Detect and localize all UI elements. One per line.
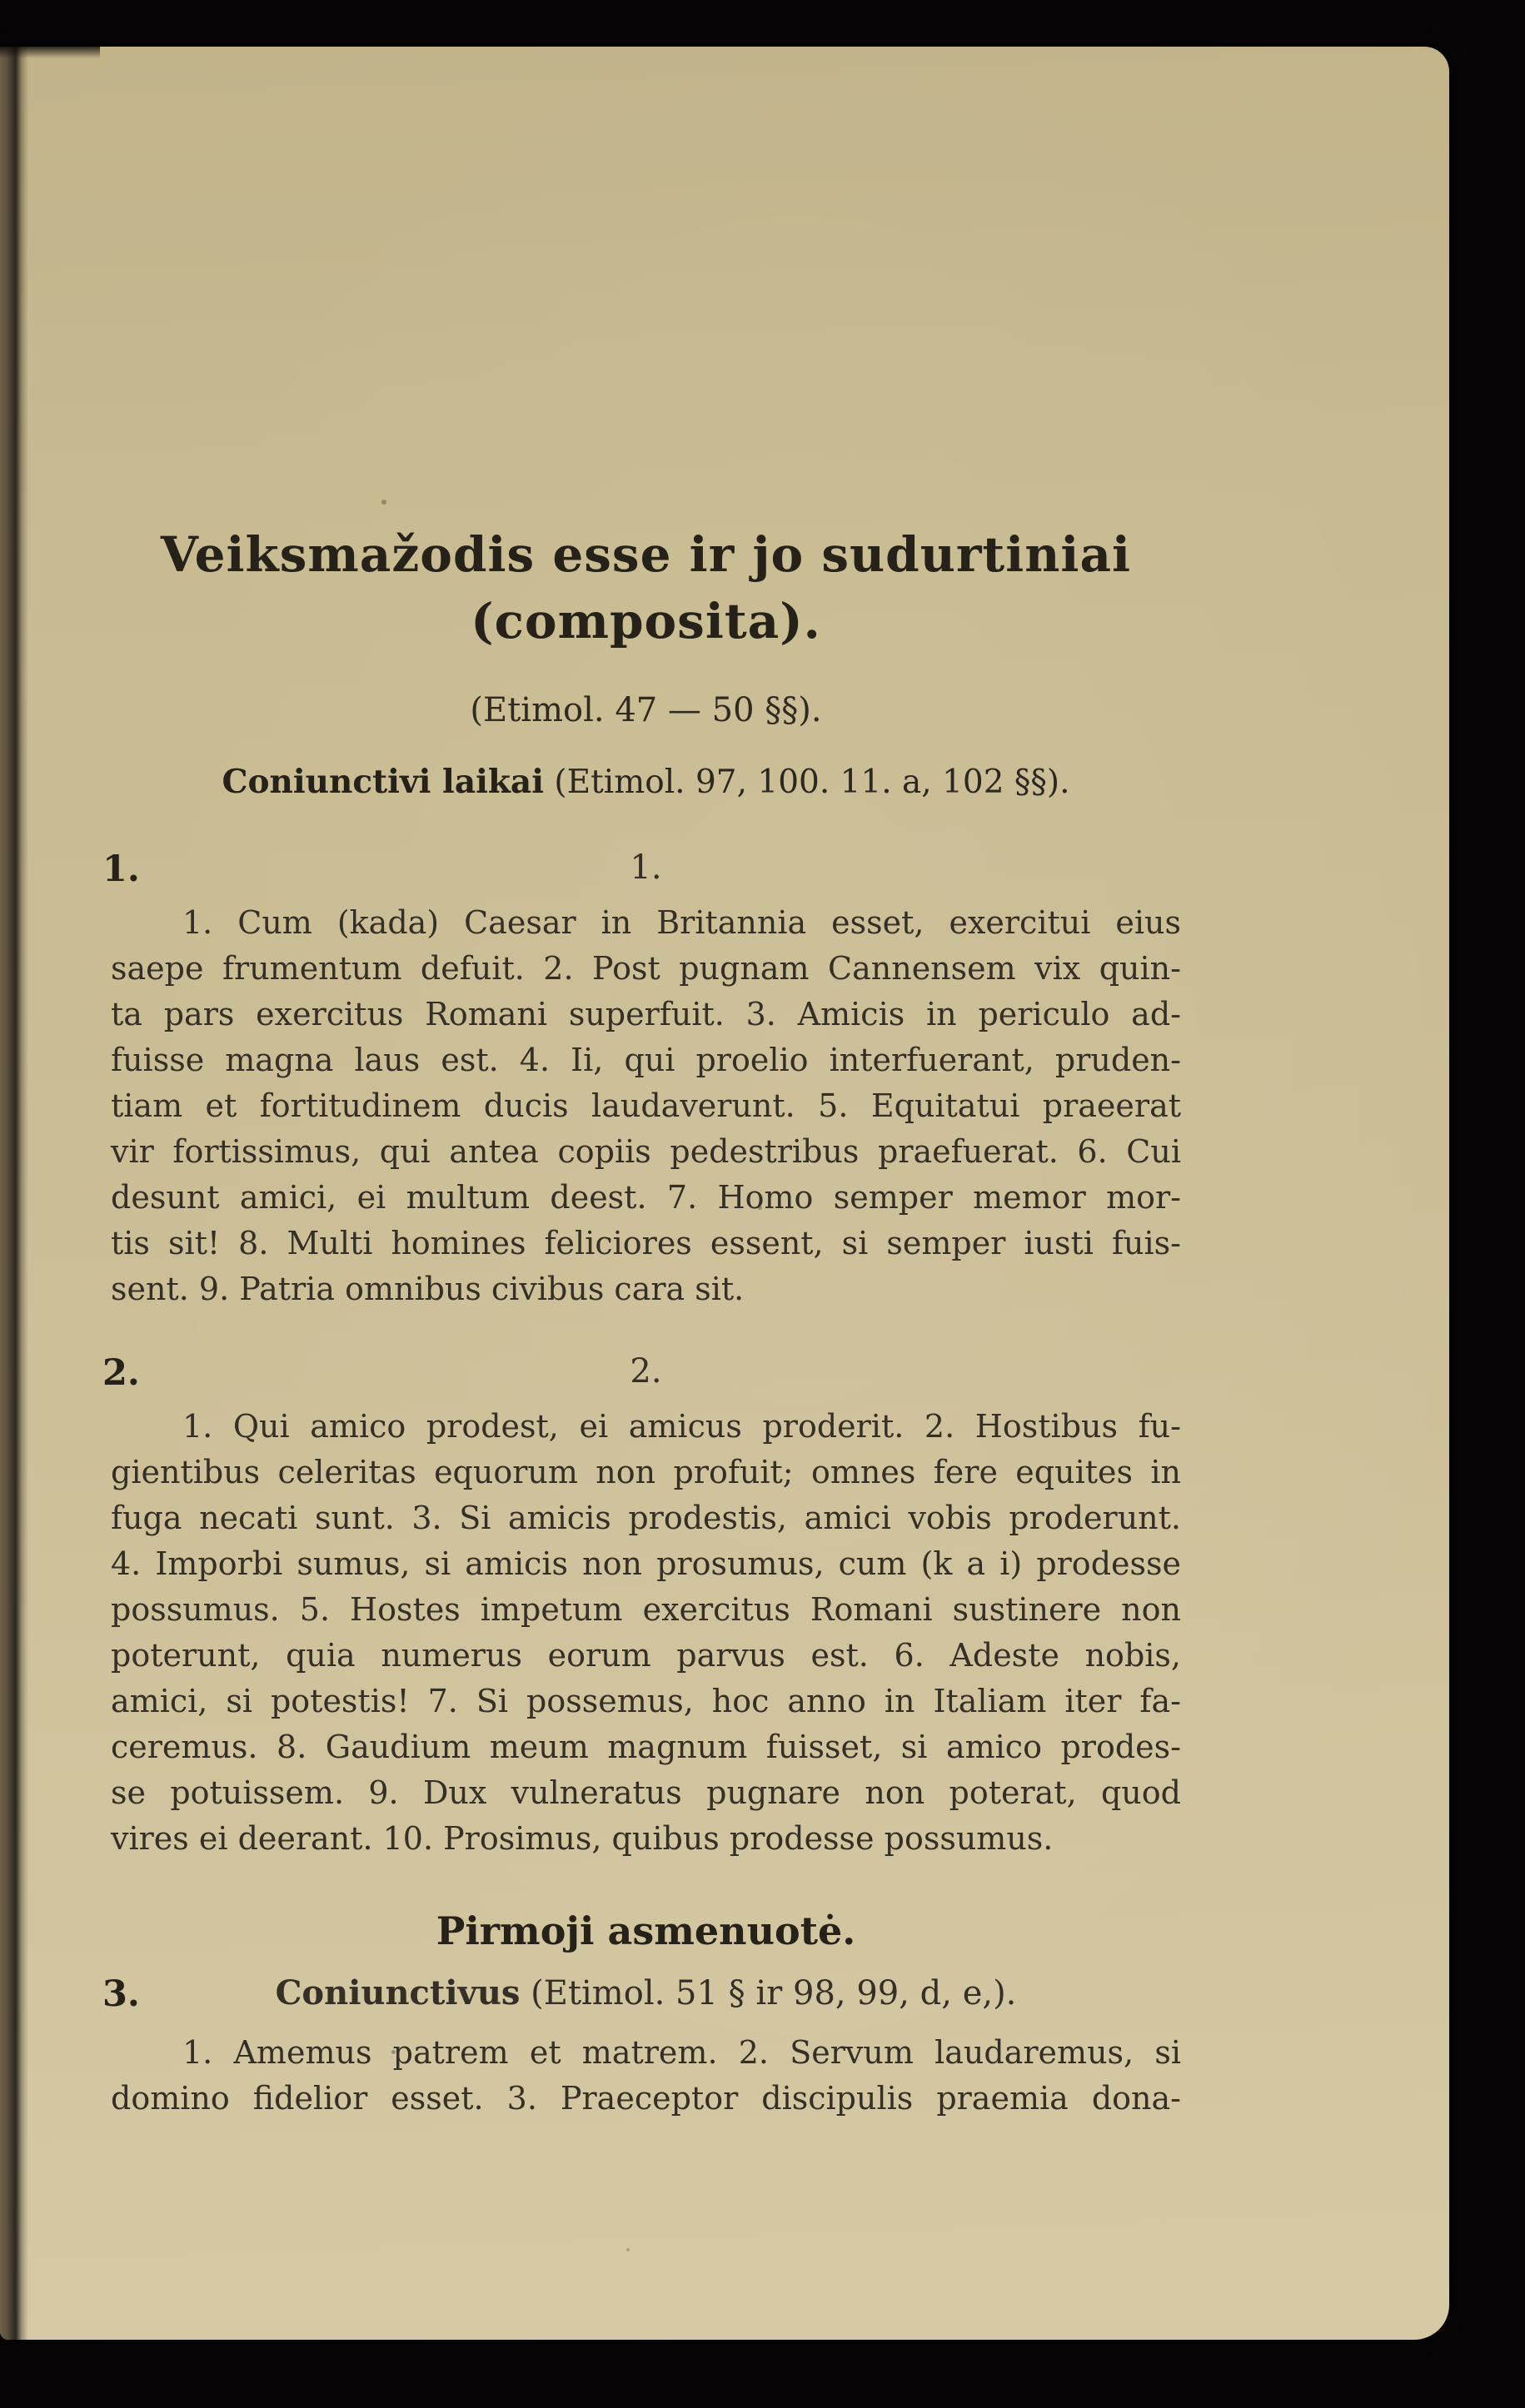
text-line: 1. Cum (kada) Caesar in Britannia esset, exercitui eius (182, 904, 1181, 941)
exercise-3-margin-number: 3. (102, 1973, 140, 2015)
exercise-3-paragraph (111, 2030, 1181, 2122)
exercise-1-center-number: 1. (630, 848, 662, 887)
exercise-2-marker (102, 1352, 1181, 1398)
text-line: gientibus celeritas equorum non profuit; omnes fere equites in (111, 1454, 1181, 1490)
page-top-shadow (0, 47, 100, 58)
exercise-3-marker (102, 1973, 1181, 2019)
page-subtitle: (Etimol. 47 — 50 §§). (470, 691, 822, 729)
text-line: 1. Qui amico prodest, ei amicus proderit. 2. Hostibus fu- (182, 1408, 1181, 1445)
text-line: poterunt, quia numerus eorum parvus est. 6. Adeste nobis, (111, 1637, 1181, 1674)
text-line: domino fidelior esset. 3. Praeceptor discipulis praemia dona- (111, 2080, 1181, 2117)
section-heading-rest: (Etimol. 97, 100. 11. a, 102 §§). (544, 764, 1070, 801)
page-title-line1: Veiksmažodis esse ir jo sudurtiniai (160, 526, 1132, 583)
subsection-heading: Pirmoji asmenuotė. (436, 1908, 856, 1953)
text-line: fuisse magna laus est. 4. Ii, qui proelio interfuerant, pruden- (111, 1042, 1181, 1078)
exercise-1-marker (102, 848, 1181, 894)
text-line: vires ei deerant. 10. Prosimus, quibus prodesse possumus. (111, 1820, 1054, 1857)
exercise-2-margin-number: 2. (102, 1352, 140, 1394)
text-line: tiam et fortitudinem ducis laudaverunt. 5. Equitatui praeerat (111, 1087, 1181, 1124)
page-content (102, 47, 1181, 2340)
text-line: amici, si potestis! 7. Si possemus, hoc anno in Italiam iter fa- (111, 1683, 1181, 1719)
section-heading-bold: Coniunctivi laikai (222, 763, 545, 801)
text-line: ta pars exercitus Romani superfuit. 3. Amicis in periculo ad- (111, 996, 1181, 1032)
exercise-2-center-number: 2. (630, 1352, 662, 1391)
exercise-3-title-bold: Coniunctivus (275, 1973, 521, 2012)
text-line: fuga necati sunt. 3. Si amicis prodestis, amici vobis proderunt. (111, 1500, 1181, 1536)
exercise-1-paragraph (111, 900, 1181, 1312)
text-line: se potuissem. 9. Dux vulneratus pugnare non poterat, quod (111, 1774, 1181, 1811)
exercise-3-title-rest: (Etimol. 51 § ir 98, 99, d, e,). (520, 1974, 1017, 2012)
text-line: vir fortissimus, qui antea copiis pedestribus praefuerat. 6. Cui (111, 1133, 1181, 1170)
text-line: saepe frumentum defuit. 2. Post pugnam Cannensem vix quin- (111, 950, 1181, 987)
exercise-2-paragraph (111, 1404, 1181, 1862)
section-heading (111, 763, 1181, 801)
text-line: possumus. 5. Hostes impetum exercitus Romani sustinere non (111, 1591, 1181, 1628)
text-line: 4. Imporbi sumus, si amicis non prosumus, cum (k a i) prodesse (111, 1545, 1181, 1582)
page-title-line2: (composita). (471, 593, 821, 649)
exercise-1-margin-number: 1. (102, 848, 140, 890)
text-line: ceremus. 8. Gaudium meum magnum fuisset, si amico prodes- (111, 1729, 1181, 1765)
book-page (0, 47, 1449, 2340)
text-line: sent. 9. Patria omnibus civibus cara sit. (111, 1271, 745, 1307)
page-title (111, 521, 1181, 654)
text-line: 1. Amemus patrem et matrem. 2. Servum laudaremus, si (182, 2034, 1181, 2071)
text-line: desunt amici, ei multum deest. 7. Homo semper memor mor- (111, 1179, 1181, 1216)
exercise-3-title (111, 1973, 1181, 2012)
book-spine-shadow (0, 47, 28, 2340)
text-line: tis sit! 8. Multi homines feliciores essent, si semper iusti fuis- (111, 1225, 1181, 1261)
